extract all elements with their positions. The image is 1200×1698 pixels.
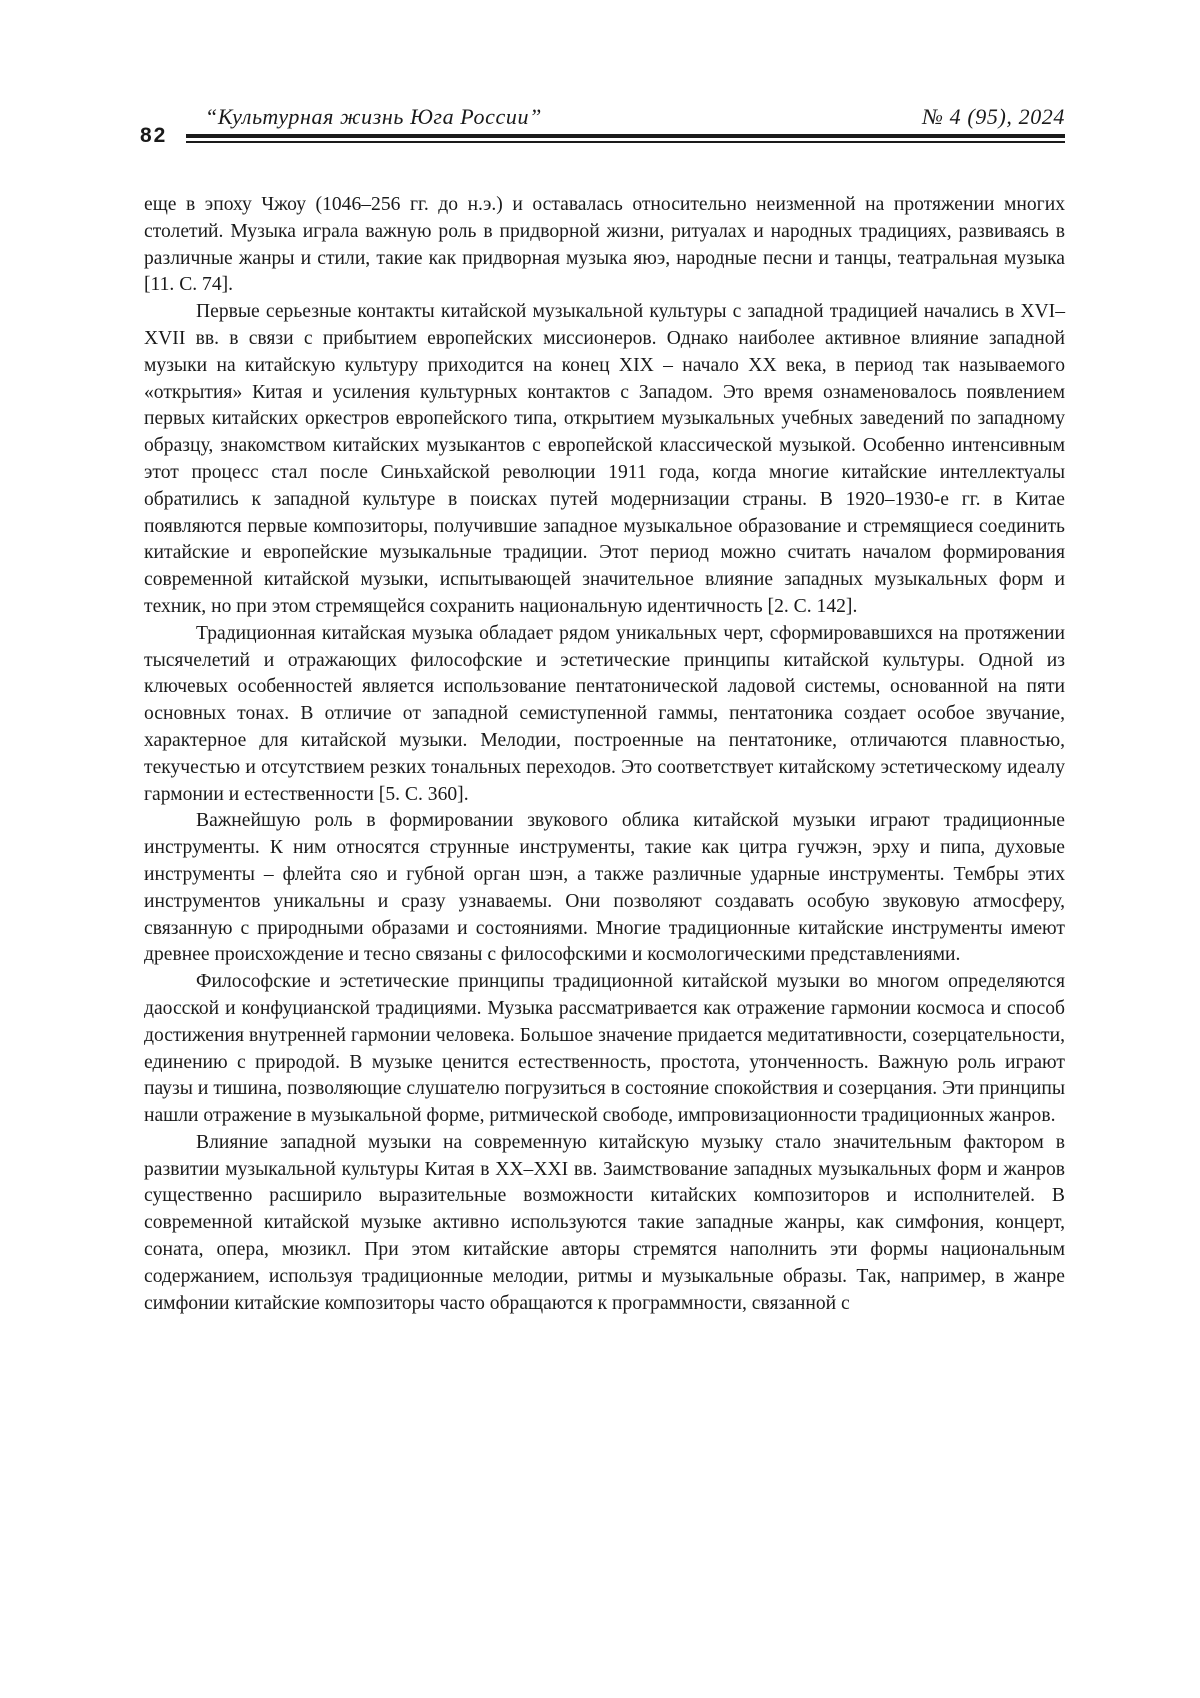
paragraph-continuation: еще в эпоху Чжоу (1046–256 гг. до н.э.) и оставалась относительно неизменной на протяжении многих столетий. Музыка играла важную роль в придворной жизни, ритуалах и народных традициях, развиваясь в различные жанры и стили, такие как придворная музыка яюэ, народные песни и танцы, театральная музыка [11. С. 74]. [144,194,1065,296]
paragraph: Первые серьезные контакты китайской музыкальной культуры с западной традицией начались в XVI–XVII вв. в связи с прибытием европейских миссионеров. Однако наиболее активное влияние западной музыки на китайскую культуру приходится на конец XIX – начало XX века, в период так называемого «открытия» Китая и усиления культурных контактов с Западом. Это время ознаменовалось появлением первых китайских оркестров европейского типа, открытием музыкальных учебных заведений по западному образцу, знакомством китайских музыкантов с европейской классической музыкой. Особенно интенсивным этот процесс стал после Синьхайской революции 1911 года, когда многие китайские интеллектуалы обратились к западной культуре в поисках путей модернизации страны. В 1920–1930-е гг. в Китае появляются первые композиторы, получившие западное музыкальное образование и стремящиеся соединить китайские и европейские музыкальные традиции. Этот период можно считать началом формирования современной китайской музыки, испытывающей значительное влияние западных музыкальных форм и техник, но при этом стремящейся сохранить национальную идентичность [2. С. 142]. [144,301,1065,617]
article-body [144,192,1065,1317]
issue-info: № 4 (95), 2024 [922,104,1065,129]
journal-title: “Культурная жизнь Юга России” [205,104,542,129]
paragraph: Философские и эстетические принципы традиционной китайской музыки во многом определяются даосской и конфуцианской традициями. Музыка рассматривается как отражение гармонии космоса и способ достижения внутренней гармонии человека. Большое значение придается медитативности, созерцательности, единению с природой. В музыке ценится естественность, простота, утонченность. Важную роль играют паузы и тишина, позволяющие слушателю погрузиться в состояние спокойствия и созерцания. Эти принципы нашли отражение в музыкальной форме, ритмической свободе, импровизационности традиционных жанров. [144,971,1065,1127]
paragraph: Влияние западной музыки на современную китайскую музыку стало значительным фактором в развитии музыкальной культуры Китая в XX–XXI вв. Заимствование западных музыкальных форм и жанров существенно расширило выразительные возможности китайских композиторов и исполнителей. В современной китайской музыке активно используются такие западные жанры, как симфония, концерт, соната, опера, мюзикл. При этом китайские авторы стремятся наполнить эти формы национальным содержанием, используя традиционные мелодии, ритмы и музыкальные образы. Так, например, в жанре симфонии китайские композиторы часто обращаются к программности, связанной с [144,1131,1065,1314]
page-number: 82 [140,124,168,147]
paragraph: Традиционная китайская музыка обладает рядом уникальных черт, сформировавшихся на протяжении тысячелетий и отражающих философские и эстетические принципы китайской культуры. Одной из ключевых особенностей является использование пентатонической ладовой системы, основанной на пяти основных тонах. В отличие от западной семиступенной гаммы, пентатоника создает особое звучание, характерное для китайской музыки. Мелодии, построенные на пентатонике, отличаются плавностью, текучестью и отсутствием резких тональных переходов. Это соответствует китайскому эстетическому идеалу гармонии и естественности [5. С. 360]. [144,622,1065,805]
paragraph: Важнейшую роль в формировании звукового облика китайской музыки играют традиционные инструменты. К ним относятся струнные инструменты, такие как цитра гучжэн, эрху и пипа, духовые инструменты – флейта сяо и губной орган шэн, а также различные ударные инструменты. Тембры этих инструментов уникальны и сразу узнаваемы. Они позволяют создавать особую звуковую атмосферу, связанную с природными образами и состояниями. Многие традиционные китайские инструменты имеют древнее происхождение и тесно связаны с философскими и космологическими представлениями. [144,810,1065,966]
header-rule-thick [186,134,1065,138]
header-rule-thin [186,141,1065,143]
